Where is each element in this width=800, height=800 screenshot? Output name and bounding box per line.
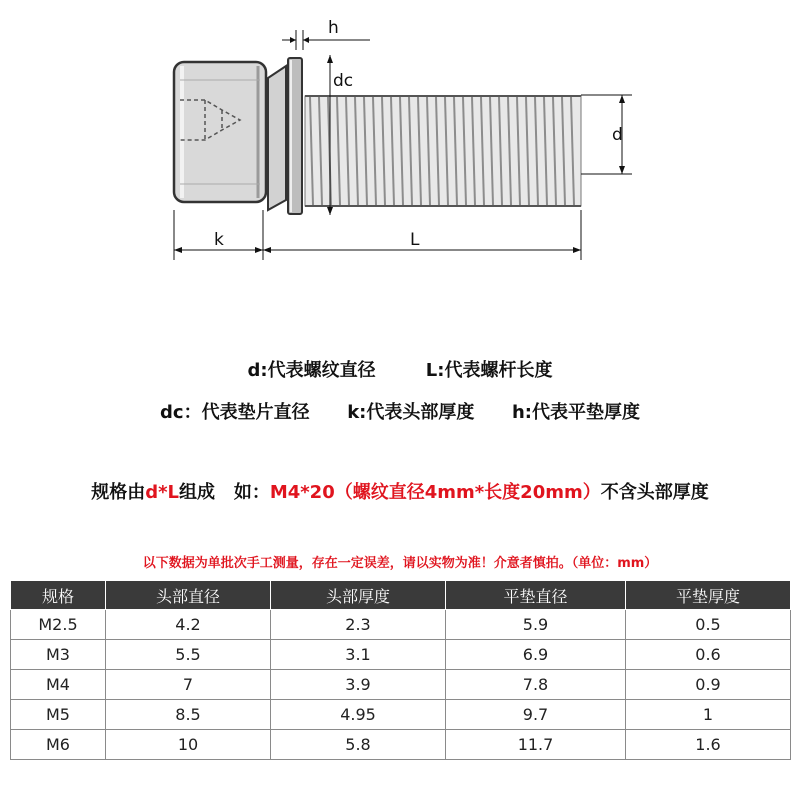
- spec-formula: d*L: [145, 482, 180, 503]
- table-cell: 0.5: [626, 610, 791, 640]
- table-cell: 5.8: [271, 730, 446, 760]
- table-cell: 3.9: [271, 670, 446, 700]
- table-cell: 1.6: [626, 730, 791, 760]
- table-cell: M6: [11, 730, 106, 760]
- table-cell: 0.6: [626, 640, 791, 670]
- table-cell: M3: [11, 640, 106, 670]
- header-head-thickness: 头部厚度: [271, 581, 446, 610]
- table-cell: 10: [106, 730, 271, 760]
- legend-h: h:代表平垫厚度: [511, 402, 640, 423]
- legend-k: k:代表头部厚度: [347, 402, 475, 423]
- table-row: [11, 610, 791, 640]
- legend-line-1: [0, 356, 800, 382]
- table-row: [11, 670, 791, 700]
- dimension-k: [174, 210, 263, 260]
- table-row: [11, 730, 791, 760]
- table-cell: 0.9: [626, 670, 791, 700]
- dim-label-h: h: [328, 18, 339, 38]
- screw-diagram: [0, 0, 800, 300]
- table-cell: 4.2: [106, 610, 271, 640]
- dimension-d: [581, 95, 632, 174]
- table-cell: 1: [626, 700, 791, 730]
- dim-label-dc: dc: [333, 71, 354, 91]
- table-row: [11, 700, 791, 730]
- spring-washer-shape: [268, 66, 286, 210]
- table-cell: 5.5: [106, 640, 271, 670]
- spec-suffix: 不含头部厚度: [600, 482, 709, 503]
- header-washer-diameter: 平垫直径: [446, 581, 626, 610]
- table-cell: 3.1: [271, 640, 446, 670]
- dim-label-k: k: [214, 230, 224, 250]
- dim-label-d: d: [612, 125, 623, 145]
- dim-label-L: L: [410, 230, 420, 250]
- table-header-row: [11, 581, 791, 610]
- dimension-L: [263, 210, 581, 260]
- spec-example: M4*20（螺纹直径4mm*长度20mm）: [269, 482, 601, 503]
- table-cell: 8.5: [106, 700, 271, 730]
- table-cell: 7: [106, 670, 271, 700]
- washer-shape: [288, 58, 302, 214]
- legend-line-2: [0, 398, 800, 424]
- table-cell: 4.95: [271, 700, 446, 730]
- legend-L: L:代表螺杆长度: [425, 360, 553, 381]
- header-spec: 规格: [11, 581, 106, 610]
- legend-dc: dc：代表垫片直径: [160, 402, 310, 423]
- table-row: [11, 640, 791, 670]
- table-cell: 11.7: [446, 730, 626, 760]
- table-cell: 7.8: [446, 670, 626, 700]
- table-cell: M5: [11, 700, 106, 730]
- screw-thread: [305, 96, 581, 206]
- table-cell: M2.5: [11, 610, 106, 640]
- table-cell: 6.9: [446, 640, 626, 670]
- table-cell: 2.3: [271, 610, 446, 640]
- legend-d: d:代表螺纹直径: [247, 360, 376, 381]
- table-cell: M4: [11, 670, 106, 700]
- table-cell: 9.7: [446, 700, 626, 730]
- spec-prefix: 规格由: [91, 482, 146, 503]
- spec-middle: 组成 如：: [179, 482, 270, 503]
- header-washer-thickness: 平垫厚度: [626, 581, 791, 610]
- measurement-notice: 以下数据为单批次手工测量，存在一定误差，请以实物为准！介意者慎拍。（单位：mm）: [142, 556, 658, 571]
- spec-format-line: [0, 478, 800, 504]
- table-cell: 5.9: [446, 610, 626, 640]
- screw-head: [174, 62, 266, 202]
- dimension-h: [282, 18, 370, 50]
- spec-table: [10, 580, 791, 760]
- header-head-diameter: 头部直径: [106, 581, 271, 610]
